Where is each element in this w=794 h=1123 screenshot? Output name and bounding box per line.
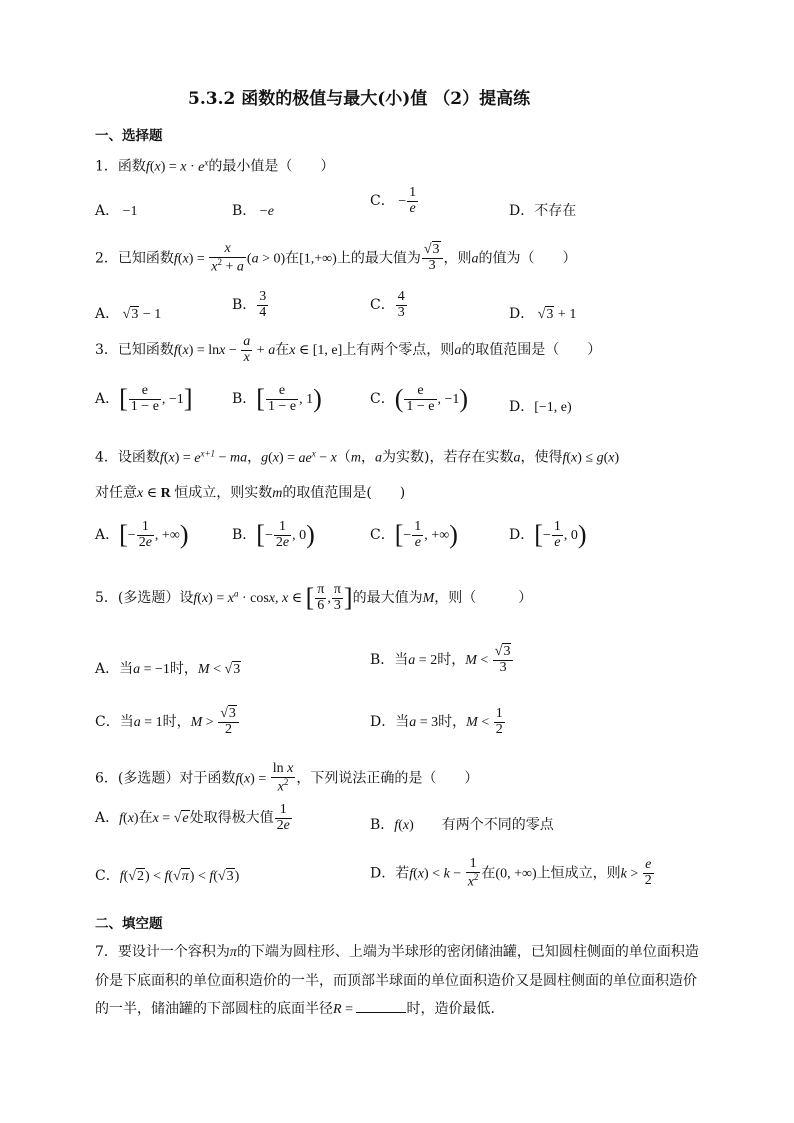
q4-option-a[interactable]: A．[− $\frac{1}{2e}$ , +∞) <box>95 519 189 550</box>
q6-option-a[interactable]: A．f(x)在x = √e处取得极大值 $\frac{1}{2e}$ <box>95 802 290 833</box>
q1-option-a[interactable]: A． −1 <box>95 203 138 219</box>
q1-option-c[interactable]: C． − $\frac{1}{e}$ <box>370 185 417 216</box>
q2-option-b[interactable]: B． $\frac{3}{4}$ <box>232 289 267 320</box>
q5-option-b[interactable]: B．当a = 2时，M < $\frac{√3}{3}$ <box>370 645 514 675</box>
q2-option-d[interactable]: D． √3 + 1 <box>509 306 577 322</box>
q4-option-c[interactable]: C．[− $\frac{1}{e}$ , +∞) <box>370 519 458 550</box>
q6-option-c[interactable]: C．f(√2) < f(√π) < f(√3) <box>95 868 240 884</box>
q1-option-d[interactable]: D．不存在 <box>509 203 577 219</box>
section-heading-choice: 一、选择题 <box>95 128 163 144</box>
question-1: 1．函数$f(x) = x \cdot e^x$的最小值是（ ） <box>95 157 335 175</box>
q2-option-a[interactable]: A． √3 − 1 <box>95 306 162 322</box>
question-2: 2．已知函数f(x) = $\frac{x}{x^2 + a}$ (a > 0)在[1,+∞)上的最大值为 $\frac{√3}{3}$ ，则a的值为（ ） <box>95 241 577 275</box>
q3-option-b[interactable]: B．[ $\frac{e}{1 - e}$ , 1) <box>232 383 322 414</box>
q4-option-b[interactable]: B．[− $\frac{1}{2e}$ , 0) <box>232 519 315 550</box>
q6-option-b[interactable]: B．f(x) 有两个不同的零点 <box>370 817 554 833</box>
q6-option-d[interactable]: D．若f(x) < k − $\frac{1}{x^2}$ 在(0, +∞)上恒成立，则k > $\frac{e}{2}$ <box>370 856 652 890</box>
q2-option-c[interactable]: C． $\frac{4}{3}$ <box>370 289 405 320</box>
q3-option-d[interactable]: D．[−1, e) <box>509 399 572 415</box>
q5-option-a[interactable]: A．当a = −1时，M < √3 <box>95 661 241 677</box>
q3-option-c[interactable]: C．( $\frac{e}{1 - e}$ , −1) <box>370 383 469 414</box>
question-3: 3．已知函数f(x) = lnx − $\frac{a}{x}$ + a在x ∈ [1, e]上有两个零点，则a的取值范围是（ ） <box>95 334 602 365</box>
question-7: 7．要设计一个容积为π的下端为圆柱形、上端为半球形的密闭储油罐，已知圆柱侧面的单位面积造价是下底面积的单位面积造价的一半，而顶部半球面的单位面积造价又是圆柱侧面的单位面积造价的一半，储油罐的下部圆柱的底面半径R = 时，造价最低． <box>95 944 699 1017</box>
q4-option-d[interactable]: D．[− $\frac{1}{e}$ , 0) <box>509 519 587 550</box>
question-4: 4．设函数$f(x) = e^{x+1}$ − ma，$g(x) = ae^x - x(m$，a为实数)，若存在实数a，使得f(x) ≤ g(x) <box>95 448 620 466</box>
page-title: 5.3.2 函数的极值与最大(小)值 （2）提高练 <box>188 89 531 109</box>
answer-blank[interactable] <box>356 1012 406 1013</box>
q5-option-d[interactable]: D．当a = 3时，M < $\frac{1}{2}$ <box>370 706 503 737</box>
q3-option-a[interactable]: A．[ $\frac{e}{1 - e}$ , −1] <box>95 383 193 414</box>
question-5: 5．(多选题）设$f(x) = x^a \cdot \cos x$, x ∈ [ $\frac{\pi}{6}$ , $\frac{\pi}{3}$ ]的最大值为M，则（ ） <box>95 582 533 613</box>
question-4-line-2: 对任意x ∈ R 恒成立，则实数m的取值范围是( ) <box>95 485 406 501</box>
q1-option-b[interactable]: B． −e <box>232 203 274 219</box>
section-heading-fill: 二、填空题 <box>95 916 163 932</box>
question-6: 6．(多选题）对于函数f(x) = $\frac{\text{ln x}}{x^2}$ ，下列说法正确的是（ ） <box>95 761 479 795</box>
q5-option-c[interactable]: C．当a = 1时，M > $\frac{√3}{2}$ <box>95 707 240 737</box>
